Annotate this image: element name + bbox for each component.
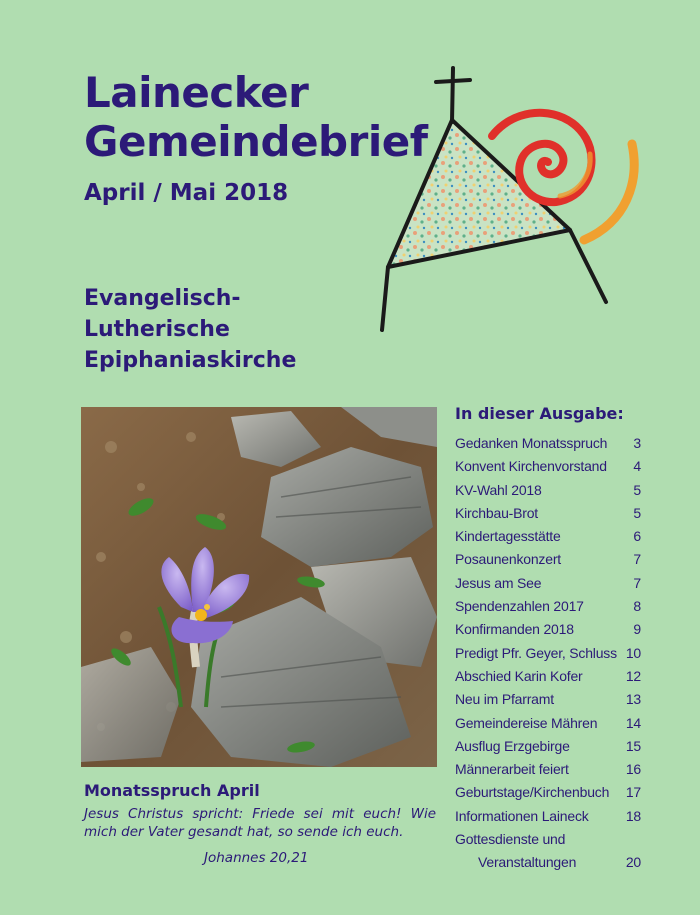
toc-item-page: 17 [625, 784, 641, 801]
toc-item [455, 618, 641, 641]
toc-item [455, 781, 641, 804]
toc-item-title: Neu im Pfarramt [455, 691, 554, 708]
issue-date: April / Mai 2018 [84, 180, 289, 206]
toc-item-title: Predigt Pfr. Geyer, Schluss [455, 644, 617, 661]
toc-item-page: 6 [633, 528, 641, 545]
toc-item-page: 3 [633, 435, 641, 451]
toc-item-title: Männerarbeit feiert [455, 761, 569, 778]
toc-item-page: 15 [625, 737, 641, 754]
toc-item-title: Konfirmanden 2018 [455, 621, 574, 638]
toc-item-title: Konvent Kirchenvorstand [455, 458, 607, 475]
toc-item-page: 7 [633, 574, 641, 591]
toc-list [455, 432, 641, 875]
church-name [84, 283, 296, 376]
toc-item-title: Gemeindereise Mähren [455, 714, 598, 731]
toc-item [455, 805, 641, 828]
toc-item [455, 595, 641, 618]
toc-item-title: Veranstaltungen [478, 854, 577, 871]
toc-item-title: Gedanken Monatsspruch [455, 435, 608, 451]
toc-item-page: 13 [625, 691, 641, 708]
toc-item-title: Informationen Laineck [455, 807, 589, 824]
toc-item-title: Gottesdienste und [455, 831, 566, 848]
church-line-2: Lutherische [84, 317, 230, 342]
toc-item-title: Jesus am See [455, 574, 542, 591]
toc-item-title: KV-Wahl 2018 [455, 481, 542, 498]
verse-text: Jesus Christus spricht: Friede sei mit euch! Wie mich der Vater gesandt hat, so sende ich euch. [84, 806, 436, 840]
toc-item-page: 16 [625, 761, 641, 778]
toc-item-title: Geburtstage/Kirchenbuch [455, 784, 610, 801]
toc-item [455, 525, 641, 548]
church-line-1: Evangelisch- [84, 286, 241, 311]
toc-item [455, 432, 641, 455]
toc-item-page: 5 [633, 504, 641, 521]
church-line-3: Epiphaniaskirche [84, 348, 297, 373]
toc-item [455, 502, 641, 525]
toc-item-title: Kindertagesstätte [455, 528, 561, 545]
toc-item-title: Abschied Karin Kofer [455, 667, 583, 684]
toc-item-title: Posaunenkonzert [455, 551, 561, 568]
toc-item [455, 572, 641, 595]
toc-item [455, 548, 641, 571]
toc-item [455, 828, 641, 851]
title-line-2: Gemeindebrief [84, 117, 428, 166]
toc-item-page: 14 [625, 714, 641, 731]
toc-item [455, 851, 641, 874]
title-line-1: Lainecker [84, 68, 309, 117]
table-of-contents [455, 404, 641, 875]
toc-item-page: 7 [633, 551, 641, 568]
toc-item [455, 665, 641, 688]
toc-item-page: 4 [633, 458, 641, 475]
church-logo-icon [370, 62, 640, 342]
verse-heading: Monatsspruch April [84, 781, 260, 800]
toc-item-title: Ausflug Erzgebirge [455, 737, 570, 754]
toc-item [455, 712, 641, 735]
crocus-photo [81, 407, 437, 767]
toc-item [455, 455, 641, 478]
toc-item-page: 10 [625, 644, 641, 661]
toc-item [455, 642, 641, 665]
toc-item [455, 479, 641, 502]
toc-heading: In dieser Ausgabe: [455, 404, 624, 423]
toc-item-page: 12 [625, 667, 641, 684]
toc-item-page: 20 [625, 854, 641, 871]
toc-item-page: 9 [633, 621, 641, 638]
toc-item-title: Spendenzahlen 2017 [455, 598, 584, 615]
toc-item-page: 8 [633, 598, 641, 615]
toc-item [455, 758, 641, 781]
toc-item-page: 18 [625, 807, 641, 824]
verse-reference: Johannes 20,21 [204, 850, 309, 866]
toc-item-page: 5 [633, 481, 641, 498]
toc-item [455, 688, 641, 711]
toc-item [455, 735, 641, 758]
toc-item-title: Kirchbau-Brot [455, 504, 538, 521]
